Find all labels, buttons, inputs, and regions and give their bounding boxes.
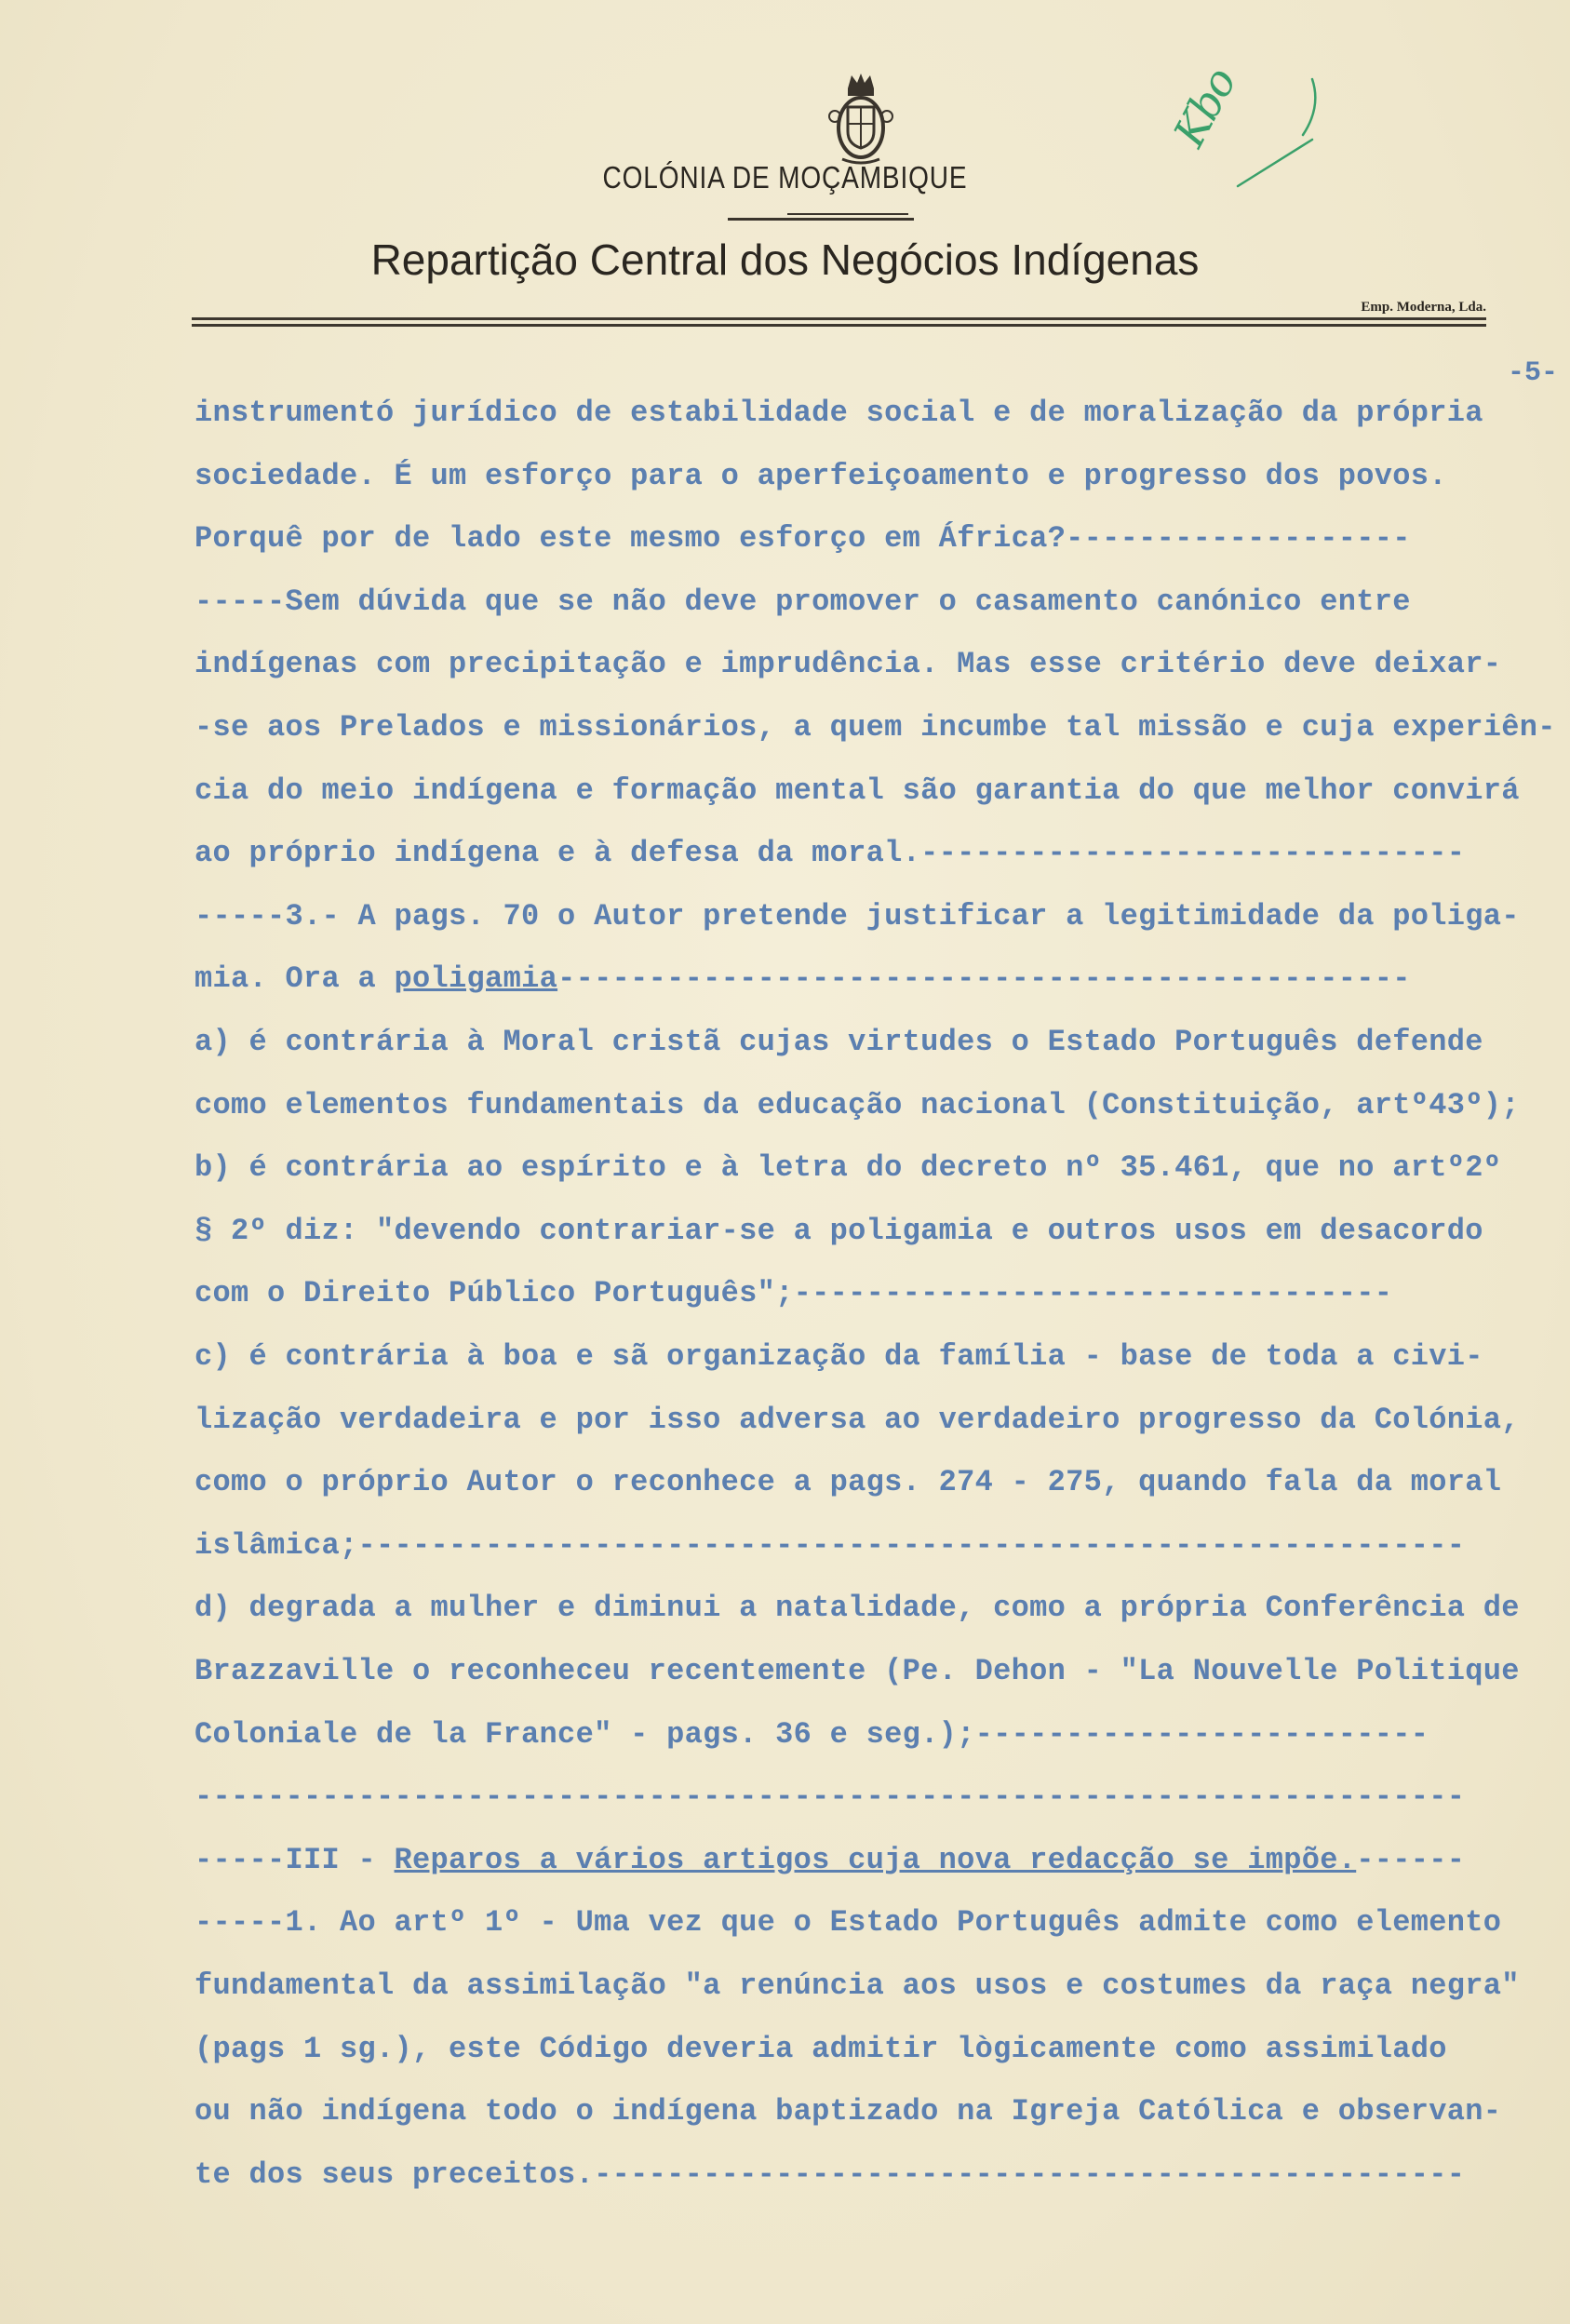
text-line: ---------------------------------------------------------------------- <box>195 1780 1466 1815</box>
text-line: -----1. Ao artº 1º - Uma vez que o Estado Português admite como elemento <box>195 1905 1502 1941</box>
text-line: como elementos fundamentais da educação nacional (Constituição, artº43º); <box>195 1087 1520 1122</box>
page-number: -5- <box>1508 357 1559 389</box>
text-line: -se aos Prelados e missionários, a quem incumbe tal missão e cuja experiên- <box>195 710 1556 745</box>
department-title: Repartição Central dos Negócios Indígenas <box>370 235 1200 284</box>
text-line: (pags 1 sg.), este Código deveria admitir lògicamente como assimilado <box>195 2031 1447 2066</box>
text-line <box>195 960 1411 998</box>
text-line: -----3.- A pags. 70 o Autor pretende justificar a legitimidade da poliga- <box>195 898 1520 934</box>
text-line: c) é contrária à boa e sã organização da família - base de toda a civi- <box>195 1339 1483 1374</box>
letterhead-rule <box>192 317 1486 320</box>
text-line: Porquê por de lado este mesmo esforço em África?------------------- <box>195 521 1411 557</box>
text-fragment: ------ <box>1356 1842 1466 1877</box>
text-line <box>195 1842 1465 1879</box>
text-fragment: mia. Ora a <box>195 961 395 997</box>
text-line: a) é contrária à Moral cristã cujas virtudes o Estado Português defende <box>195 1025 1483 1059</box>
text-line: cia do meio indígena e formação mental são garantia do que melhor convirá <box>195 772 1520 808</box>
text-line: ou não indígena todo o indígena baptizado na Igreja Católica e observan- <box>195 2094 1502 2129</box>
text-line: islâmica;------------------------------------------------------------- <box>195 1527 1466 1563</box>
text-line: Brazzaville o reconheceu recentemente (Pe. Dehon - "La Nouvelle Politique <box>195 1654 1520 1688</box>
divider <box>787 213 908 215</box>
text-fragment: ----------------------------------------------- <box>557 961 1411 997</box>
section-heading: Reparos a vários artigos cuja nova redacção se impõe. <box>394 1842 1357 1877</box>
text-line: d) degrada a mulher e diminui a natalidade, como a própria Conferência de <box>195 1591 1520 1626</box>
text-line: fundamental da assimilação "a renúncia aos usos e costumes da raça negra" <box>195 1968 1520 2003</box>
letterhead-rule <box>192 324 1486 327</box>
colony-name: COLÓNIA DE MOÇAMBIQUE <box>602 160 968 195</box>
text-fragment: -----III - <box>195 1842 395 1877</box>
text-line: instrumentó jurídico de estabilidade social e de moralização da própria <box>195 396 1483 430</box>
text-line: indígenas com precipitação e imprudência. Mas esse critério deve deixar- <box>195 647 1502 682</box>
text-line: § 2º diz: "devendo contrariar-se a poligamia e outros usos em desacordo <box>195 1213 1483 1248</box>
printer-imprint: Emp. Moderna, Lda. <box>1361 300 1486 315</box>
divider <box>728 218 914 221</box>
text-line: te dos seus preceitos.------------------------------------------------ <box>195 2156 1466 2192</box>
text-line: ao próprio indígena e à defesa da moral.------------------------------ <box>195 836 1466 871</box>
text-line: Coloniale de la France" - pags. 36 e seg.);------------------------- <box>195 1716 1429 1752</box>
underlined-word: poligamia <box>394 961 558 997</box>
coat-of-arms-icon <box>827 70 894 172</box>
text-line: com o Direito Público Português";--------------------------------- <box>195 1276 1393 1311</box>
handwritten-signature: Kbo <box>1163 60 1246 154</box>
text-line: b) é contrária ao espírito e à letra do decreto nº 35.461, que no artº2º <box>195 1150 1502 1186</box>
text-line: sociedade. É um esforço para o aperfeiçoamento e progresso dos povos. <box>195 458 1447 493</box>
text-line: lização verdadeira e por isso adversa ao verdadeiro progresso da Colónia, <box>195 1402 1520 1437</box>
text-line: como o próprio Autor o reconhece a pags. 274 - 275, quando fala da moral <box>195 1465 1502 1500</box>
text-line: -----Sem dúvida que se não deve promover o casamento canónico entre <box>195 584 1411 619</box>
